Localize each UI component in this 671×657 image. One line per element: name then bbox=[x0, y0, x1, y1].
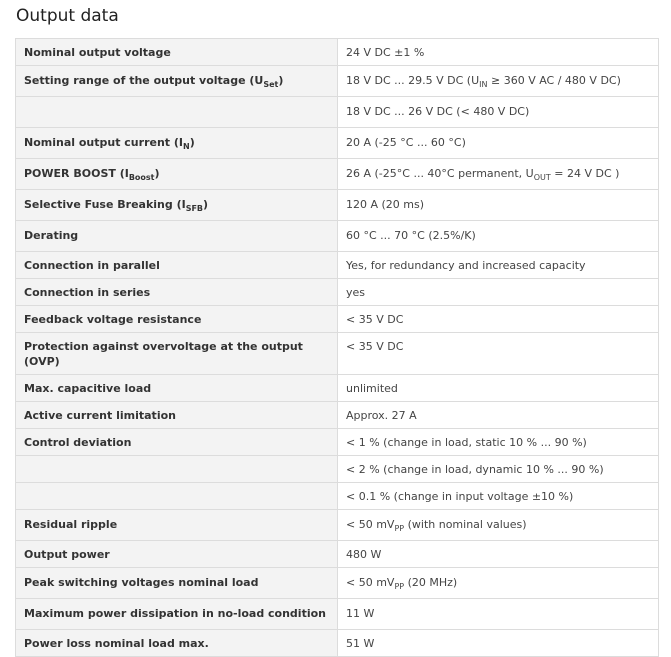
row-label: Protection against overvoltage at the output (OVP) bbox=[16, 333, 338, 375]
table-row bbox=[16, 190, 659, 221]
table-row bbox=[16, 541, 659, 568]
table-row bbox=[16, 402, 659, 429]
table-row bbox=[16, 630, 659, 657]
table-row bbox=[16, 333, 659, 375]
table-row bbox=[16, 252, 659, 279]
table-row bbox=[16, 221, 659, 252]
table-row bbox=[16, 599, 659, 630]
row-value: < 0.1 % (change in input voltage ±10 %) bbox=[338, 483, 659, 510]
row-value: 24 V DC ±1 % bbox=[338, 39, 659, 66]
row-label: Peak switching voltages nominal load bbox=[16, 568, 338, 599]
row-value: 18 V DC ... 26 V DC (< 480 V DC) bbox=[338, 97, 659, 128]
section-title: Output data bbox=[16, 6, 119, 26]
row-label: Residual ripple bbox=[16, 510, 338, 541]
row-label: Connection in parallel bbox=[16, 252, 338, 279]
row-label: Derating bbox=[16, 221, 338, 252]
row-label: Max. capacitive load bbox=[16, 375, 338, 402]
row-label: Output power bbox=[16, 541, 338, 568]
table-row bbox=[16, 375, 659, 402]
table-row bbox=[16, 483, 659, 510]
table-row bbox=[16, 306, 659, 333]
table-row bbox=[16, 568, 659, 599]
row-label: Nominal output voltage bbox=[16, 39, 338, 66]
row-label: POWER BOOST $(I_{Boost})$ bbox=[16, 159, 338, 190]
row-value: unlimited bbox=[338, 375, 659, 402]
row-label: Connection in series bbox=[16, 279, 338, 306]
row-value: < 35 V DC bbox=[338, 306, 659, 333]
table-row bbox=[16, 510, 659, 541]
table-row bbox=[16, 66, 659, 97]
row-label: Nominal output current $(I_N)$ bbox=[16, 128, 338, 159]
row-value: 120 A (20 ms) bbox=[338, 190, 659, 221]
output-data-table bbox=[15, 38, 659, 657]
row-label: Maximum power dissipation in no-load condition bbox=[16, 599, 338, 630]
row-value: Yes, for redundancy and increased capacity bbox=[338, 252, 659, 279]
row-label: Selective Fuse Breaking $(I_{SFB})$ bbox=[16, 190, 338, 221]
row-value: < 2 % (change in load, dynamic 10 % ... 90 %) bbox=[338, 456, 659, 483]
row-value: < 1 % (change in load, static 10 % ... 90 %) bbox=[338, 429, 659, 456]
table-row bbox=[16, 279, 659, 306]
row-value: 18 V DC ... 29.5 V DC ($U_{IN} \ge 360$ V AC / 480 V DC) bbox=[338, 66, 659, 97]
row-label bbox=[16, 456, 338, 483]
row-label: Setting range of the output voltage $(U_{Set})$ bbox=[16, 66, 338, 97]
table-row bbox=[16, 159, 659, 190]
table-row bbox=[16, 128, 659, 159]
row-value: 60 °C ... 70 °C (2.5%/K) bbox=[338, 221, 659, 252]
row-label: Active current limitation bbox=[16, 402, 338, 429]
table-row bbox=[16, 97, 659, 128]
row-value: 20 A (-25 °C ... 60 °C) bbox=[338, 128, 659, 159]
table-row bbox=[16, 456, 659, 483]
row-value: 11 W bbox=[338, 599, 659, 630]
row-label bbox=[16, 483, 338, 510]
table-row bbox=[16, 39, 659, 66]
row-value: < 50 $mV_{PP}$ (with nominal values) bbox=[338, 510, 659, 541]
row-label: Power loss nominal load max. bbox=[16, 630, 338, 657]
row-value: 480 W bbox=[338, 541, 659, 568]
row-value: < 35 V DC bbox=[338, 333, 659, 375]
row-value: 51 W bbox=[338, 630, 659, 657]
row-value: Approx. 27 A bbox=[338, 402, 659, 429]
table-row bbox=[16, 429, 659, 456]
row-label bbox=[16, 97, 338, 128]
row-value: yes bbox=[338, 279, 659, 306]
row-value: 26 A (-25°C ... 40°C permanent, $U_{OUT} = 24$ V DC ) bbox=[338, 159, 659, 190]
row-label: Control deviation bbox=[16, 429, 338, 456]
row-label: Feedback voltage resistance bbox=[16, 306, 338, 333]
row-value: < 50 $mV_{PP}$ (20 MHz) bbox=[338, 568, 659, 599]
